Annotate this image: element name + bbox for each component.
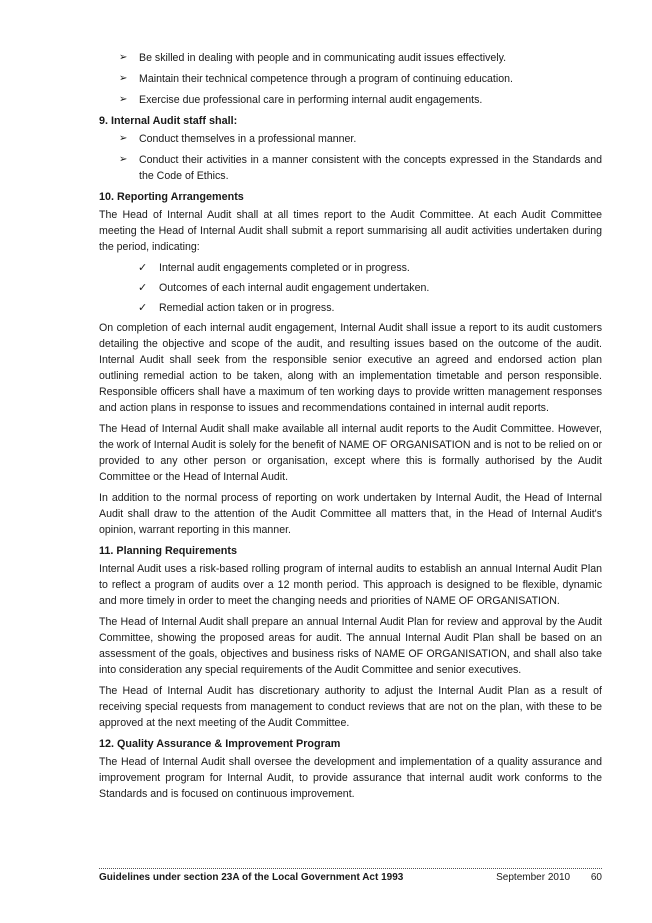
arrow-bullet-icon: ➢: [119, 154, 128, 165]
list-item: ➢ Maintain their technical competence through a program of continuing education.: [119, 73, 513, 85]
section10-paragraph-3: The Head of Internal Audit shall make available all internal audit reports to the Audit Committee. However, the work of Internal Audit is solely for the benefit of NAME OF ORGANISATION and is not to be relied on or provided to any other person or organisation, except where this is formally authorised by the Audit Committee or the Head of Internal Audit.: [99, 423, 602, 483]
section10-check-list: [99, 260, 602, 316]
page-number: 60: [590, 872, 602, 883]
arrow-bullet-icon: ➢: [119, 133, 128, 144]
section11-paragraph-1: Internal Audit uses a risk-based rolling program of internal audits to establish an annual Internal Audit Plan to reflect a program of audits over a 12 month period. This approach is designed to be flexible, dynamic and more timely in order to meet the changing needs and priorities of NAME OF ORGANISATION.: [99, 563, 602, 607]
document-page: [99, 50, 602, 807]
list-item: ✓ Remedial action taken or in progress.: [138, 302, 335, 314]
arrow-bullet-icon: ➢: [119, 94, 128, 105]
section8-bullet-list: [99, 50, 602, 108]
section9-heading: 9. Internal Audit staff shall:: [99, 115, 238, 127]
arrow-bullet-icon: ➢: [119, 52, 128, 63]
section10-intro: The Head of Internal Audit shall at all times report to the Audit Committee. At each Audit Committee meeting the Head of Internal Audit shall submit a report summarising all audit activities undertaken during the period, indicating:: [99, 209, 602, 253]
arrow-bullet-icon: ➢: [119, 73, 128, 84]
footer-date: September 2010: [496, 872, 571, 883]
section10-paragraph-4: In addition to the normal process of reporting on work undertaken by Internal Audit, the Head of Internal Audit shall draw to the attention of the Audit Committee all matters that, in the Head of Internal Audit's opinion, warrant reporting in this manner.: [99, 492, 602, 536]
section12-paragraph-1: The Head of Internal Audit shall oversee the development and implementation of a quality assurance and improvement program for Internal Audit, to provide assurance that internal audit work conforms to the Standards and is focused on continuous improvement.: [99, 756, 602, 800]
list-item: ➢ Be skilled in dealing with people and in communicating audit issues effectively.: [119, 52, 507, 64]
section11-paragraph-2: The Head of Internal Audit shall prepare an annual Internal Audit Plan for review and approval by the Audit Committee, showing the proposed areas for audit. The annual Internal Audit Plan shall be based on an assessment of the goals, objectives and business risks of NAME OF ORGANISATION, and shall also take into consideration any special requirements of the Audit Committee and senior executives.: [99, 616, 602, 676]
check-mark-icon: ✓: [138, 282, 148, 294]
page-footer: [99, 868, 602, 883]
section11-paragraph-3: The Head of Internal Audit has discretionary authority to adjust the Internal Audit Plan as a result of receiving special requests from management to conduct reviews that are not on the plan, with these to be approved at the next meeting of the Audit Committee.: [99, 685, 602, 729]
section11-heading: 11. Planning Requirements: [99, 545, 237, 557]
check-mark-icon: ✓: [138, 262, 148, 274]
section10-heading: 10. Reporting Arrangements: [99, 191, 244, 203]
footer-meta: [478, 872, 602, 883]
footer-title: Guidelines under section 23A of the Local Government Act 1993: [99, 872, 404, 883]
section10-paragraph-2: On completion of each internal audit engagement, Internal Audit shall issue a report to its audit customers detailing the objective and scope of the audit, and resulting issues based on the outcome of the audit. Internal Audit shall seek from the responsible senior executive an agreed and endorsed action plan outlining remedial action to be taken, along with an implementation timetable and person responsible. Responsible officers shall have a maximum of ten working days to provide written management responses and action plans in response to issues and recommendations contained in internal audit reports.: [99, 322, 602, 414]
list-item: ➢ Conduct their activities in a manner consistent with the concepts expressed in the Standards and the Code of Ethics.: [119, 154, 602, 182]
list-item: ➢ Exercise due professional care in performing internal audit engagements.: [119, 94, 483, 106]
list-item: ➢ Conduct themselves in a professional manner.: [119, 133, 357, 145]
list-item: ✓ Outcomes of each internal audit engagement undertaken.: [138, 282, 430, 294]
check-mark-icon: ✓: [138, 302, 148, 314]
list-item: ✓ Internal audit engagements completed or in progress.: [138, 262, 410, 274]
section12-heading: 12. Quality Assurance & Improvement Program: [99, 738, 341, 750]
section9-bullet-list: [99, 131, 602, 184]
